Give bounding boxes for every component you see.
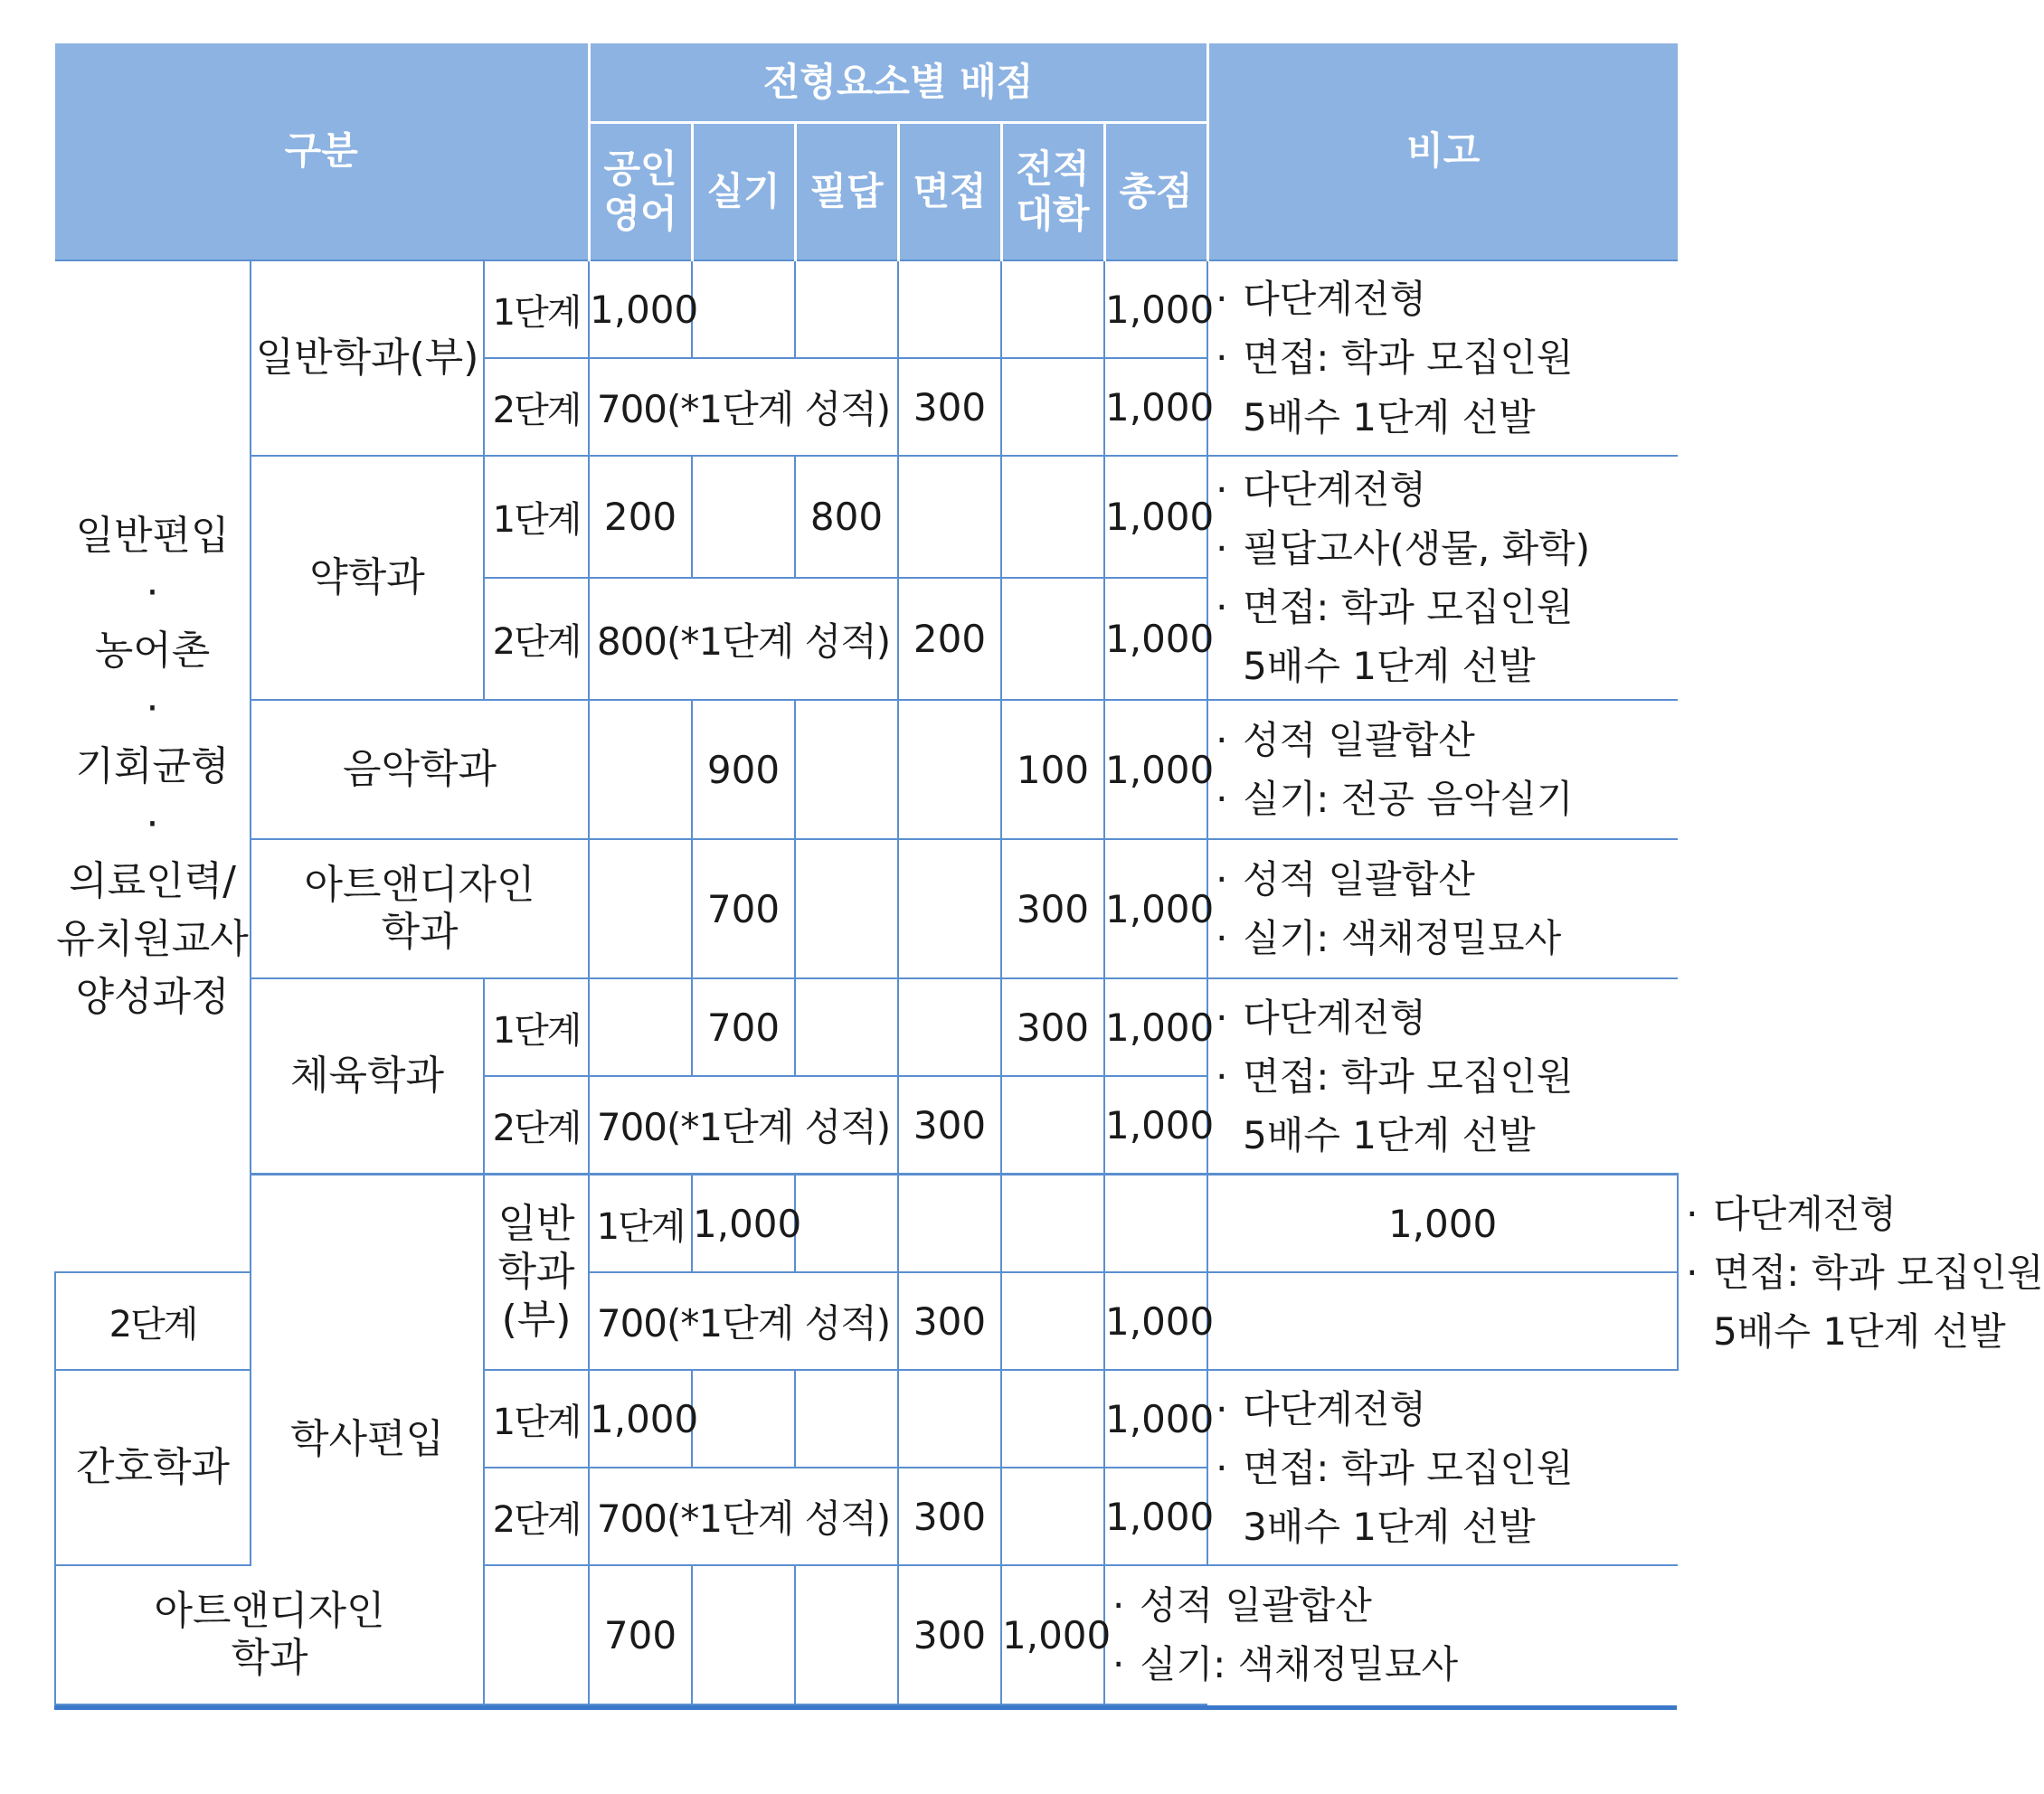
score-practical: 700 [589, 1565, 692, 1704]
note-line: · 실기: 색채정밀묘사 [1216, 909, 1670, 968]
bullet-icon: · [1216, 777, 1228, 822]
score-interview: 200 [898, 578, 1001, 700]
score-prior [1001, 1468, 1104, 1565]
score-written [692, 1565, 795, 1704]
note-cell [1104, 1565, 1459, 1704]
header-score-group: 전형요소별 배점 [589, 43, 1207, 123]
bullet-icon: · [1112, 1583, 1125, 1629]
score-prior: 100 [1001, 700, 1104, 839]
dept-art-design: 아트앤디자인 학과 [251, 839, 589, 978]
bullet-icon: · [1216, 718, 1228, 763]
score-interview [1001, 1175, 1104, 1273]
score-written [795, 260, 898, 358]
bullet-icon: · [1216, 526, 1228, 571]
note-line: · 다단계전형 [1216, 269, 1670, 328]
note-line: · 필답고사(생물, 화학) [1216, 519, 1670, 578]
score-practical [795, 1175, 898, 1273]
note-line: · 성적 일괄합산 [1216, 850, 1670, 909]
score-prior [1001, 260, 1104, 358]
header-written: 필답 [795, 123, 898, 261]
score-interview: 300 [898, 358, 1001, 456]
score-interview [898, 260, 1001, 358]
note-line: · 다단계전형 [1216, 460, 1670, 519]
note-cell [1207, 260, 1678, 456]
dept-music: 음악학과 [251, 700, 589, 839]
score-interview [898, 978, 1001, 1076]
score-english [589, 700, 692, 839]
dept-nursing: 간호학과 [55, 1370, 251, 1565]
stage-label: 2단계 [484, 358, 589, 456]
bullet-icon: · [1216, 1386, 1228, 1431]
score-total: 1,000 [1207, 1175, 1678, 1273]
header-total: 총점 [1104, 123, 1207, 261]
score-interview: 300 [898, 1272, 1001, 1370]
stage-label: 1단계 [484, 456, 589, 578]
score-english [589, 839, 692, 978]
header-category: 구분 [55, 43, 589, 260]
score-prior [1001, 1076, 1104, 1175]
bullet-icon: · [1216, 1445, 1228, 1490]
score-prior: 300 [1001, 839, 1104, 978]
score-practical: 700 [692, 978, 795, 1076]
bullet-icon: · [1216, 916, 1228, 961]
score-practical: 900 [692, 700, 795, 839]
header-note: 비고 [1207, 43, 1678, 260]
score-total: 1,000 [1001, 1565, 1104, 1704]
score-english: 1,000 [589, 260, 692, 358]
note-cell [1207, 456, 1678, 700]
score-prior: 300 [898, 1565, 1001, 1704]
category-bachelor-transfer: 학사편입 [251, 1175, 484, 1705]
score-written [795, 700, 898, 839]
note-line: · 성적 일괄합산 [1216, 711, 1670, 770]
note-line: · 면접: 학과 모집인원 [1216, 328, 1670, 387]
score-english: 1,000 [692, 1175, 795, 1273]
score-interview: 300 [898, 1468, 1001, 1565]
note-cell [1207, 700, 1678, 839]
score-total: 1,000 [1104, 1468, 1207, 1565]
score-interview [898, 839, 1001, 978]
stage-label: 2단계 [484, 578, 589, 700]
header-interview: 면접 [898, 123, 1001, 261]
score-total: 1,000 [1104, 456, 1207, 578]
score-merged: 700(*1단계 성적) [589, 1272, 898, 1370]
admission-score-table: 구분 전형요소별 배점 비고 공인 영어 실기 필답 면접 전적 대학 총점 일반편입 · 농어촌 · 기회균형 · 의료인력/ 유치원교사 양성과정 일반학과(부) 1단계 1,000 1,000 · 다단계전형 · 면접: 학과 모집인원 5배수 1단계 선발 2단계 700(*1단계 성적) 300 1,000 약학과 1단계 200 800 1,000 · 다단계전형 · 필답고사(생물, 화학) · 면접: 학과 모집인원 5배수 1단계 선발 2단계 800(*1단계 성적) 200 1,000 음악학과 900 100 1,000 · 성적 일괄합산 · 실기: 전공 음악실기 아트앤디자인 학과 700 300 1,000 · 성적 일괄합산 · 실기: 색채정밀묘사 체육학과 1단계 700 300 1,000 · 다단계전형 · 면접: 학과 모집인원 5배수 1단계 선발 2단계 700(*1단계 성적) 300 1,000 학사편입 일반학과(부) 1단계 1,000 1,000 · 다단계전형 · 면접: 학과 모집인원 5배수 1단계 선발 2단계 700(*1단계 성적) 300 1,000 간호학과 1단계 1,000 1,000 · 다단계전형 · 면접: 학과 모집인원 3배수 1단계 선발 2단계 700(*1단계 성적) 300 1,000 아트앤디자인 학과 700 300 1,000 · 성적 일괄합산 · 실기: 색채정밀묘사 [54, 43, 1678, 1705]
score-total: 1,000 [1104, 839, 1207, 978]
score-total: 1,000 [1104, 700, 1207, 839]
bullet-icon: · [1216, 467, 1228, 512]
score-merged: 700(*1단계 성적) [589, 358, 898, 456]
score-merged: 800(*1단계 성적) [589, 578, 898, 700]
note-line: · 다단계전형 [1216, 988, 1670, 1047]
note-line: 5배수 1단계 선발 [1243, 644, 1536, 689]
header-english: 공인 영어 [589, 123, 692, 261]
stage-label: 1단계 [484, 260, 589, 358]
dept-pharmacy: 약학과 [251, 456, 484, 700]
score-prior [1001, 358, 1104, 456]
score-merged: 700(*1단계 성적) [589, 1076, 898, 1175]
score-practical [692, 260, 795, 358]
score-total: 1,000 [1104, 1370, 1207, 1468]
header-prior-college: 전적 대학 [1001, 123, 1104, 261]
dept-general: 일반학과(부) [251, 260, 484, 456]
score-written [795, 839, 898, 978]
score-interview [795, 1565, 898, 1704]
score-total: 1,000 [1104, 978, 1207, 1076]
score-prior [1104, 1175, 1207, 1273]
category-general-transfer: 일반편입 · 농어촌 · 기회균형 · 의료인력/ 유치원교사 양성과정 [55, 260, 251, 1272]
score-merged: 700(*1단계 성적) [589, 1468, 898, 1565]
stage-label: 2단계 [484, 1468, 589, 1565]
note-line: · 면접: 학과 모집인원 [1216, 1047, 1670, 1106]
bullet-icon: · [1216, 1053, 1228, 1099]
score-practical: 700 [692, 839, 795, 978]
bullet-icon: · [1216, 585, 1228, 630]
note-line: 5배수 1단계 선발 [1243, 394, 1536, 439]
score-english: 200 [589, 456, 692, 578]
score-practical [692, 456, 795, 578]
note-line: · 면접: 학과 모집인원 [1216, 578, 1670, 637]
note-line: · 성적 일괄합산 [1112, 1576, 1200, 1635]
score-english [484, 1565, 589, 1704]
score-written [795, 978, 898, 1076]
note-line: · 실기: 전공 음악실기 [1216, 770, 1670, 828]
stage-label: 1단계 [484, 1370, 589, 1468]
header-practical: 실기 [692, 123, 795, 261]
score-practical [692, 1370, 795, 1468]
score-prior [1001, 1370, 1104, 1468]
note-line: 5배수 1단계 선발 [1713, 1308, 2006, 1354]
bullet-icon: · [1216, 995, 1228, 1040]
score-interview: 300 [898, 1076, 1001, 1175]
bullet-icon: · [1112, 1642, 1125, 1687]
score-prior [1001, 456, 1104, 578]
note-line: 3배수 1단계 선발 [1243, 1504, 1536, 1549]
score-prior: 300 [1001, 978, 1104, 1076]
score-written [795, 1370, 898, 1468]
stage-label: 2단계 [55, 1272, 251, 1370]
note-cell [1207, 978, 1678, 1175]
dept-art-design: 아트앤디자인 학과 [55, 1565, 484, 1704]
stage-label: 1단계 [589, 1175, 692, 1273]
score-written [898, 1175, 1001, 1273]
score-total: 1,000 [1104, 358, 1207, 456]
score-prior [1001, 1272, 1104, 1370]
bullet-icon: · [1216, 277, 1228, 322]
score-prior [1001, 578, 1104, 700]
stage-label: 1단계 [484, 978, 589, 1076]
note-line: · 실기: 색채정밀묘사 [1112, 1635, 1200, 1694]
score-written: 800 [795, 456, 898, 578]
table-bottom-rule [54, 1705, 1677, 1710]
score-total: 1,000 [1104, 578, 1207, 700]
score-interview [898, 1370, 1001, 1468]
note-cell [1207, 1370, 1678, 1565]
score-total: 1,000 [1104, 260, 1207, 358]
bullet-icon: · [1216, 857, 1228, 902]
note-line: 5배수 1단계 선발 [1243, 1112, 1536, 1157]
dept-general: 일반학과(부) [484, 1175, 589, 1371]
bullet-icon: · [1216, 335, 1228, 381]
score-interview [898, 456, 1001, 578]
bullet-icon: · [1686, 1191, 1699, 1236]
dept-physical-education: 체육학과 [251, 978, 484, 1175]
note-line: · 면접: 학과 모집인원 [1216, 1439, 1670, 1497]
score-english: 1,000 [589, 1370, 692, 1468]
score-total: 1,000 [1104, 1076, 1207, 1175]
note-line: · 다단계전형 [1216, 1380, 1670, 1439]
score-english [589, 978, 692, 1076]
stage-label: 2단계 [484, 1076, 589, 1175]
score-interview [898, 700, 1001, 839]
bullet-icon: · [1686, 1250, 1699, 1295]
score-total: 1,000 [1104, 1272, 1207, 1370]
note-cell [1207, 839, 1678, 978]
